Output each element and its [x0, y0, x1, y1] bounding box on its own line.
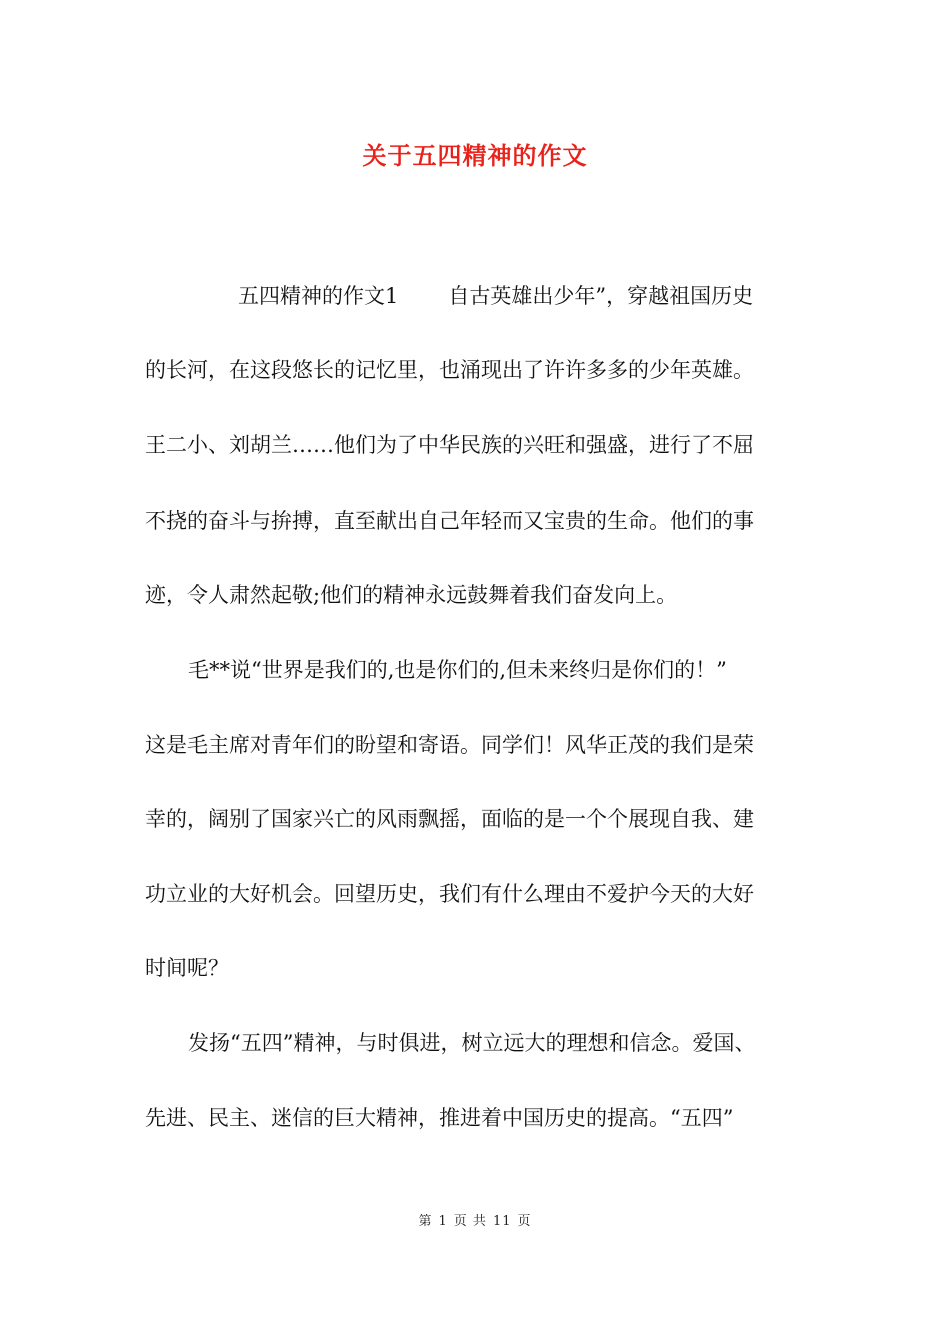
footer-suffix: 页	[517, 1214, 532, 1229]
current-page-number: 1	[438, 1214, 448, 1229]
paragraph-line: 功立业的大好机会。回望历史，我们有什么理由不爱护今天的大好	[145, 882, 754, 906]
paragraph-line: 的长河，在这段悠长的记忆里，也涌现出了许许多多的少年英雄。	[145, 358, 754, 382]
paragraph-line: 幸的，阔别了国家兴亡的风雨飘摇，面临的是一个个展现自我、建	[145, 807, 754, 831]
document-title: 关于五四精神的作文	[362, 141, 588, 170]
paragraph-line: 先进、民主、迷信的巨大精神，推进着中国历史的提高。“五四”	[145, 1106, 734, 1130]
paragraph-line: 这是毛主席对青年们的盼望和寄语。同学们！风华正茂的我们是荣	[145, 733, 754, 757]
paragraph-line: 王二小、刘胡兰……他们为了中华民族的兴旺和强盛，进行了不屈	[145, 433, 754, 457]
paragraph-line	[238, 281, 753, 311]
paragraph-line: 发扬“五四”精神，与时俱进，树立远大的理想和信念。爱国、	[188, 1031, 756, 1055]
paragraph-line: 不挠的奋斗与拚搏，直至献出自己年轻而又宝贵的生命。他们的事	[145, 509, 754, 533]
essay-subtitle: 五四精神的作文1	[238, 284, 399, 308]
paragraph-line: 毛**说“世界是我们的,也是你们的,但未来终归是你们的！”	[188, 658, 727, 682]
page-footer	[0, 1210, 950, 1229]
paragraph-line: 迹，令人肃然起敬;他们的精神永远鼓舞着我们奋发向上。	[145, 583, 678, 607]
total-page-count: 11	[492, 1214, 512, 1229]
paragraph-line: 时间呢？	[145, 956, 229, 980]
footer-middle: 页 共	[453, 1214, 487, 1229]
paragraph-text: 自古英雄出少年”，穿越祖国历史	[448, 284, 754, 308]
footer-prefix: 第	[418, 1214, 433, 1229]
